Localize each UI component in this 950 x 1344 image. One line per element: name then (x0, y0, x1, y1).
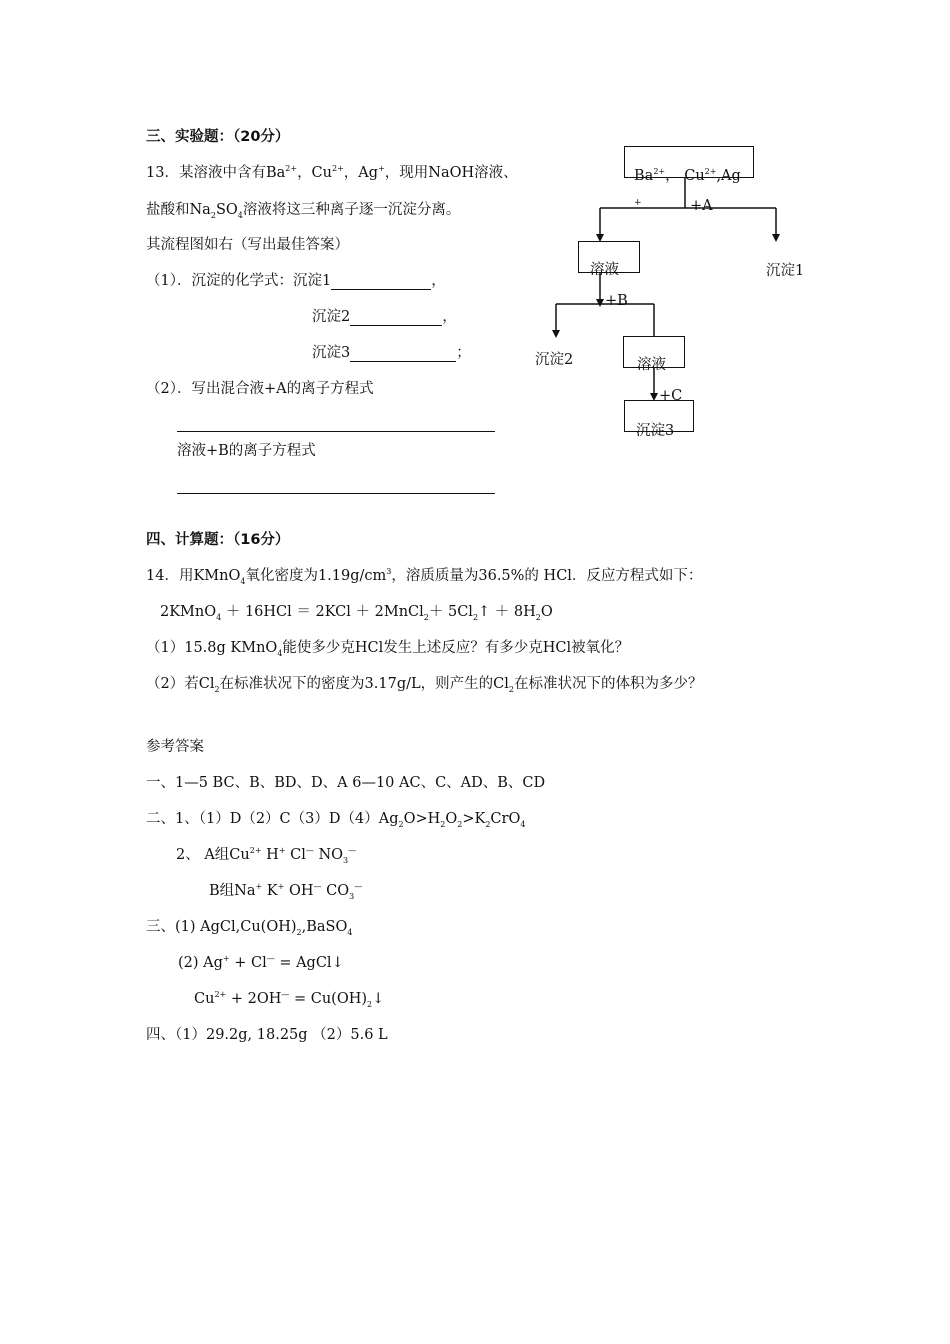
answers-title: 参考答案 (146, 739, 204, 755)
q13-part2: （2）．写出混合液+A的离子方程式 (146, 381, 374, 397)
flow-start-ions: $Ba^{2+}$， $Cu^{2+},Ag$ (634, 167, 741, 184)
q13-line3: 其流程图如右（写出最佳答案） (146, 237, 349, 253)
answers-section4: 四、（1）29.2g, 18.25g （2）5.6 L (146, 1027, 388, 1043)
q13-part1-ppt2: 沉淀2 ， (312, 309, 457, 325)
flow-add-b: +B (605, 293, 628, 309)
answers-section3-2: (2) Ag+ + Cl— = AgCl↓ (178, 954, 344, 971)
q13-part2-b: 溶液+B的离子方程式 (177, 443, 316, 459)
flow-ppt2: 沉淀2 (535, 352, 574, 368)
flow-faint-plus: + (634, 198, 642, 208)
flow-ppt3: 沉淀3 (636, 423, 675, 439)
q14-part1: （1）15.8g KMnO$_4$能使多少克HCl发生上述反应？有多少克HCl被氧化？ (146, 640, 630, 658)
section3-heading: 三、实验题：（20分） (146, 129, 290, 145)
answers-section2-1: 二、1、$(1)D(2)C(3)D(4)Ag_2O>H_2O_2>K_2CrO_4$ (146, 811, 526, 829)
q13-line1: 13．某溶液中含有$Ba^{2+}$，$Cu^{2+}$，Ag+，现用NaOH溶液、 (146, 164, 518, 181)
q13-part1-ppt3: 沉淀3 ； (312, 345, 471, 361)
flow-solution2: 溶液 (637, 357, 666, 373)
flow-add-a: +A (690, 198, 713, 214)
answers-section2-2a: 2、 A组$Cu^{2+}$ H+ Cl— $NO_3^—$ (176, 846, 357, 865)
answers-section2-2b: B组Na+ K+ OH— $CO_3^—$ (209, 882, 363, 901)
flow-add-c: +C (659, 388, 683, 404)
q14-line1: 14．用KMnO$_4$氧化密度为$1.19g/cm^3$，溶质质量为36.5%的 HCl．反应方程式如下： (146, 567, 703, 586)
answers-section3-1: 三、(1) $AgCl,Cu(OH)_2,BaSO_4$ (146, 919, 353, 937)
answers-section1: 一、1—5 BC、B、BD、D、A 6—10 AC、C、AD、B、CD (146, 775, 546, 791)
q13-part1-ppt1: （1）．沉淀的化学式：沉淀1 ， (146, 273, 446, 289)
answers-section3-3: $Cu^{2+} + 2OH^—$ = $Cu(OH)_2↓$ (194, 990, 385, 1009)
q14-equation: 2KMnO$_4$ ＋ 16HCl ＝ 2KCl ＋ 2MnCl$_2$＋ $5Cl_2↑ + 8H_2O$ (160, 604, 553, 622)
q13-line2: 盐酸和$Na_2SO_4$溶液将这三种离子逐一沉淀分离。 (146, 202, 461, 220)
flow-ppt1: 沉淀1 (766, 263, 805, 279)
section4-heading: 四、计算题：（16分） (146, 532, 290, 548)
q14-part2: （2）若$Cl_2$在标准状况下的密度为3.17g/L，则产生的$Cl_2$在标准状况下的体积为多少？ (146, 676, 703, 694)
flow-solution1: 溶液 (590, 262, 619, 278)
